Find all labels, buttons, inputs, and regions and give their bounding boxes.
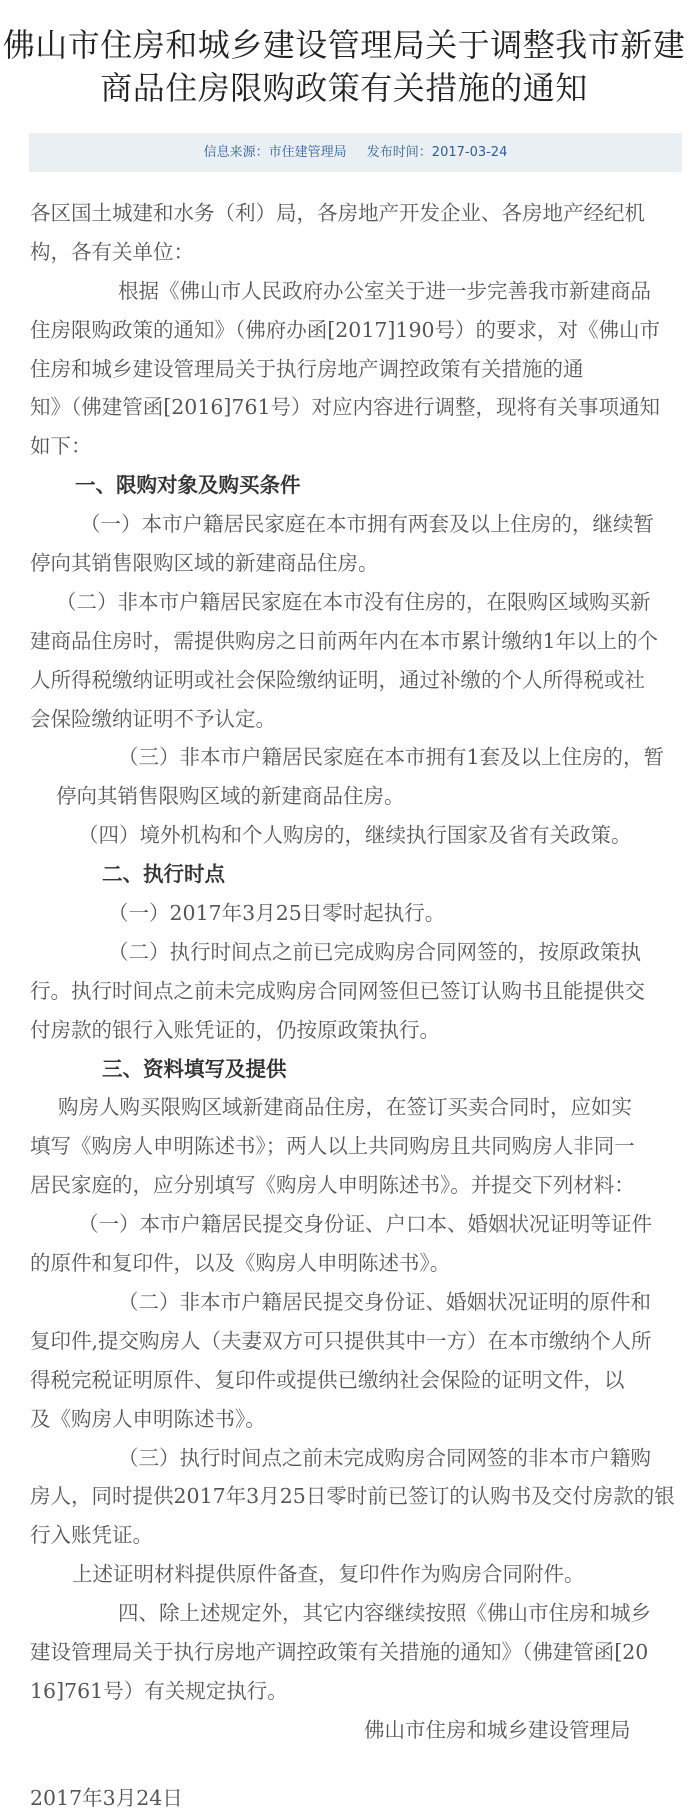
signature: 佛山市住房和城乡建设管理局 [364, 1717, 631, 1742]
body-text-line: 人所得税缴纳证明或社会保险缴纳证明，通过补缴的个人所得税或社 [30, 667, 645, 692]
body-text-line: 如下： [30, 434, 92, 459]
body-text-line: 得税完税证明原件、复印件或提供已缴纳社会保险的证明文件，以 [30, 1367, 625, 1392]
body-text-line: 填写《购房人申明陈述书》；两人以上共同购房且共同购房人非同一 [30, 1134, 635, 1159]
section-heading: 一、限购对象及购买条件 [75, 473, 301, 498]
body-text-line: 的原件和复印件，以及《购房人申明陈述书》。 [30, 1251, 451, 1276]
body-text-line: 各区国土城建和水务（利）局，各房地产开发企业、各房地产经纪机 [30, 201, 645, 225]
body-text-line: （一）本市户籍居民提交身份证、户口本、婚姻状况证明等证件 [78, 1212, 652, 1237]
info-published-time: 发布时间：2017-03-24 [366, 145, 508, 160]
body-text-line: 上述证明材料提供原件备查，复印件作为购房合同附件。 [72, 1562, 585, 1587]
body-text-line: 房人，同时提供2017年3月25日零时前已签订的认购书及交付房款的银 [30, 1484, 675, 1509]
body-text-line: 知》（佛建管函[2016]761号）对应内容进行调整，现将有关事项通知 [30, 395, 661, 420]
body-text-line: 16]761号）有关规定执行。 [30, 1678, 288, 1703]
page-title [0, 24, 688, 110]
article-info-bar [29, 133, 682, 172]
body-text-line: 构，各有关单位： [30, 239, 194, 264]
body-text-line: 建商品住房时，需提供购房之日前两年内在本市累计缴纳1年以上的个 [30, 628, 659, 653]
article-body [30, 194, 685, 1817]
section-heading: 三、资料填写及提供 [102, 1056, 287, 1081]
body-text-line: 根据《佛山市人民政府办公室关于进一步完善我市新建商品 [118, 278, 651, 303]
body-text-line: （一）2017年3月25日零时起执行。 [108, 901, 446, 926]
body-text-line: （一）本市户籍居民家庭在本市拥有两套及以上住房的，继续暂 [80, 512, 654, 537]
body-text-line: （三）非本市户籍居民家庭在本市拥有1套及以上住房的，暂 [118, 745, 665, 770]
body-text-line: （二）非本市户籍居民提交身份证、婚姻状况证明的原件和 [118, 1289, 651, 1314]
body-text-line: 购房人购买限购区域新建商品住房，在签订买卖合同时，应如实 [58, 1095, 632, 1120]
body-text-line: 行入账凭证。 [30, 1523, 153, 1548]
title-line-2: 商品住房限购政策有关措施的通知 [100, 69, 588, 107]
body-text-line: （二）非本市户籍居民家庭在本市没有住房的，在限购区域购买新 [56, 589, 651, 614]
body-text-line: 四、除上述规定外，其它内容继续按照《佛山市住房和城乡 [118, 1601, 651, 1626]
body-text-line: 建设管理局关于执行房地产调控政策有关措施的通知》（佛建管函[20 [30, 1639, 649, 1664]
document-date: 2017年3月24日 [30, 1785, 183, 1810]
info-source: 信息来源：市住建管理局 [203, 145, 347, 160]
title-line-1: 佛山市住房和城乡建设管理局关于调整我市新建 [2, 26, 686, 64]
body-text-line: 及《购房人申明陈述书》。 [30, 1406, 266, 1431]
body-text-line: 停向其销售限购区域的新建商品住房。 [56, 784, 405, 809]
body-text-line: （二）执行时间点之前已完成购房合同网签的，按原政策执 [108, 939, 641, 964]
section-heading: 二、执行时点 [102, 862, 225, 887]
body-text-line: 居民家庭的，应分别填写《购房人申明陈述书》。并提交下列材料： [30, 1173, 635, 1198]
body-text-line: （四）境外机构和个人购房的，继续执行国家及省有关政策。 [78, 823, 632, 848]
body-text-line: 住房和城乡建设管理局关于执行房地产调控政策有关措施的通 [30, 356, 584, 381]
body-text-line: 会保险缴纳证明不予认定。 [30, 706, 276, 731]
body-text-line: 复印件,提交购房人（夫妻双方可只提供其中一方）在本市缴纳个人所 [30, 1328, 652, 1353]
body-text-line: （三）执行时间点之前未完成购房合同网签的非本市户籍购 [118, 1445, 651, 1470]
body-text-line: 付房款的银行入账凭证的，仍按原政策执行。 [30, 1017, 440, 1042]
body-text-line: 停向其销售限购区域的新建商品住房。 [30, 551, 379, 576]
body-text-line: 住房限购政策的通知》（佛府办函[2017]190号）的要求，对《佛山市 [30, 317, 661, 342]
body-text-line: 行。执行时间点之前未完成购房合同网签但已签订认购书且能提供交 [30, 978, 645, 1003]
